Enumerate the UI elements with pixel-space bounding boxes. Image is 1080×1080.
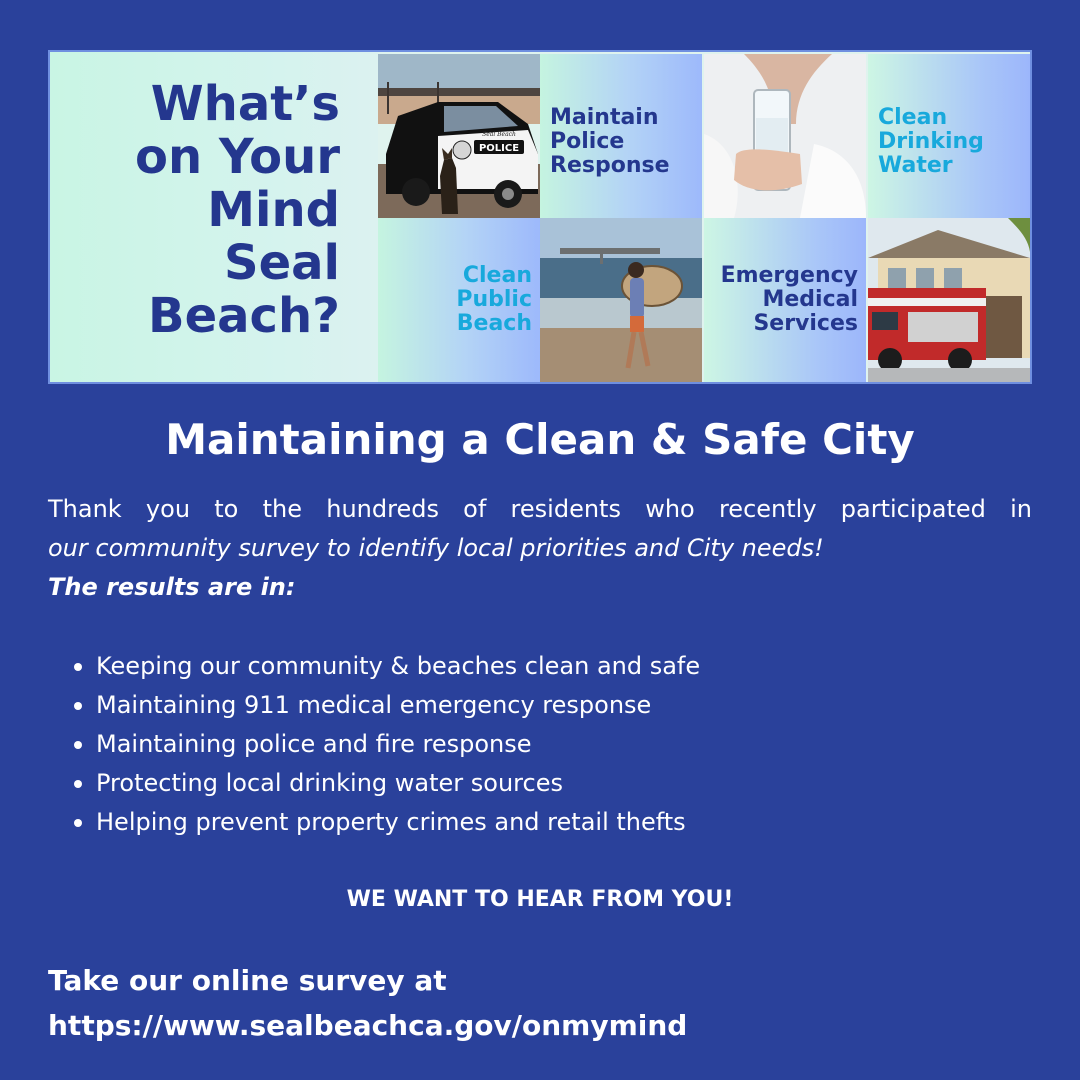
fire-station-photo — [868, 218, 1030, 382]
list-item-text: Protecting local drinking water sources — [96, 769, 563, 797]
intro-line-1: Thank you to the hundreds of residents who recently participated in — [48, 495, 1032, 523]
survey-info — [48, 958, 1032, 1048]
list-item — [70, 803, 700, 842]
water-glass-photo — [704, 54, 866, 218]
results-list — [70, 647, 700, 842]
police-car-city: Seal Beach — [482, 131, 516, 138]
tile-public-beach-label: Clean Public Beach — [456, 263, 532, 336]
list-item-text: Helping prevent property crimes and retail thefts — [96, 808, 686, 836]
call-to-action: WE WANT TO HEAR FROM YOU! — [346, 887, 734, 912]
bullet-icon — [74, 702, 82, 710]
beach-skimboard-photo — [540, 218, 702, 382]
survey-url-link[interactable]: https://www.sealbeachca.gov/onmymind — [48, 1009, 688, 1042]
tile-drinking-water-label: Clean Drinking Water — [878, 105, 984, 178]
list-item — [70, 725, 700, 764]
list-item — [70, 764, 700, 803]
bullet-icon — [74, 819, 82, 827]
page-title: Maintaining a Clean & Safe City — [165, 415, 915, 464]
tile-police-response — [540, 54, 702, 218]
police-car-photo — [378, 54, 540, 218]
survey-text: Take our online survey at — [48, 964, 447, 997]
tile-public-beach — [378, 218, 540, 382]
list-item-text: Keeping our community & beaches clean and safe — [96, 652, 701, 680]
police-car-text: POLICE — [478, 143, 520, 154]
tile-emergency-medical — [704, 218, 866, 382]
results-heading: The results are in: — [48, 573, 296, 601]
intro-text — [48, 490, 1032, 607]
bullet-icon — [74, 780, 82, 788]
tile-emergency-medical-label: Emergency Medical Services — [720, 263, 858, 336]
list-item — [70, 647, 700, 686]
list-item-text: Maintaining police and fire response — [96, 730, 532, 758]
list-item-text: Maintaining 911 medical emergency response — [96, 691, 652, 719]
list-item — [70, 686, 700, 725]
tile-police-response-label: Maintain Police Response — [550, 105, 670, 178]
headline-panel — [50, 52, 378, 384]
bullet-icon — [74, 741, 82, 749]
tile-drinking-water — [868, 54, 1030, 218]
survey-banner — [48, 50, 1032, 384]
intro-line-2: our community survey to identify local priorities and City needs! — [48, 534, 824, 562]
bullet-icon — [74, 663, 82, 671]
banner-headline: What’s on Your Mind Seal Beach? — [134, 76, 340, 344]
